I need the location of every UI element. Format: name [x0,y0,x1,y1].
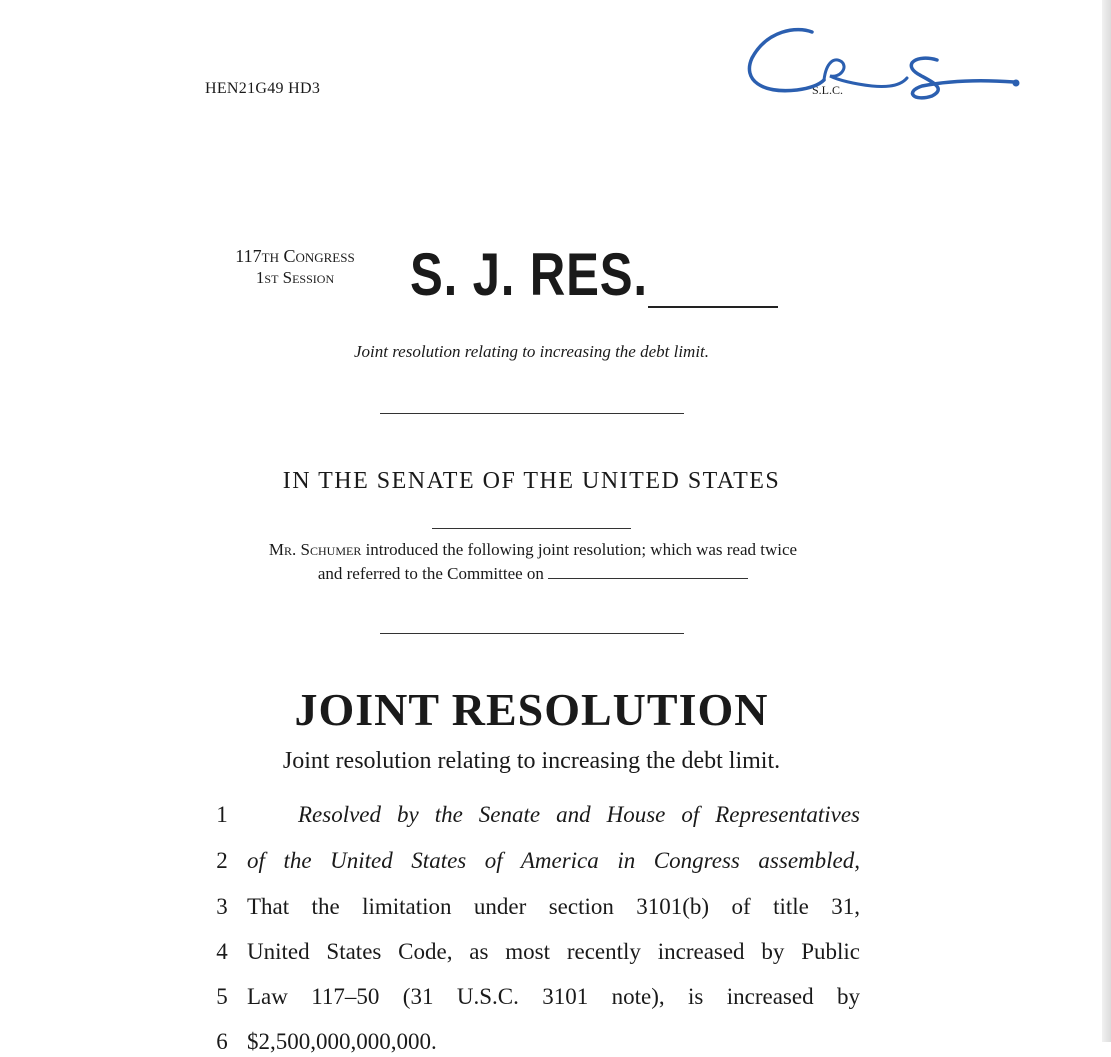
line-text: United States Code, as most recently increased by Public [247,939,860,964]
congress-number: 117th Congress [235,246,355,266]
document-id: HEN21G49 HD3 [205,80,321,97]
page-edge [1102,0,1111,1042]
joint-resolution-heading: JOINT RESOLUTION [294,684,769,735]
intro-text-2: and referred to the Committee on [317,564,544,583]
bill-line [210,800,860,830]
bill-line [210,892,860,922]
resolution-type: S. J. RES. [410,241,648,308]
bill-line [210,937,860,967]
line-number: 6 [216,1029,228,1054]
bill-line [210,1027,860,1057]
line-number: 4 [216,939,228,964]
line-number: 3 [216,894,228,919]
line-text: That the limitation under section 3101(b) of title 31, [247,894,860,919]
divider [380,633,684,634]
slc-label: S.L.C. [812,83,844,97]
divider [380,413,684,414]
senate-heading: IN THE SENATE OF THE UNITED STATES [282,468,781,494]
line-number: 5 [216,984,228,1009]
introduction-statement [208,538,858,586]
joint-resolution-short-title: Joint resolution relating to increasing the debt limit. [282,748,781,774]
line-text: of the United States of America in Congress assembled, [247,848,860,873]
committee-blank [548,564,748,579]
divider-short [432,528,631,529]
line-number: 1 [216,802,228,827]
line-text: Resolved by the Senate and House of Representatives [298,802,860,827]
congress-session [195,245,395,289]
session-number: 1st Session [255,268,335,287]
sponsor-name: Mr. Schumer [268,540,362,559]
signature [742,18,1022,103]
line-text: $2,500,000,000,000. [247,1029,437,1054]
resolution-number-blank [648,306,778,308]
bill-line [210,982,860,1012]
bill-line [210,846,860,876]
short-title: Joint resolution relating to increasing the debt limit. [353,342,710,361]
line-number: 2 [216,848,228,873]
intro-text-1: introduced the following joint resolution; which was read twice [365,540,798,559]
line-text: Law 117–50 (31 U.S.C. 3101 note), is increased by [247,984,860,1009]
